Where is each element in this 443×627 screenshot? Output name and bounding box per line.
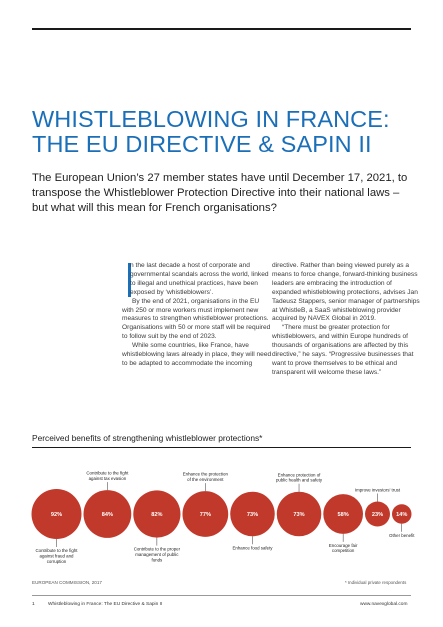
bubble-label-4: Enhance food safety [232, 545, 273, 551]
column1-paragraph-2: By the end of 2021, organisations in the EU with 250 or more workers must implement new measures to strengthen whistleblower protections. Organisations with 50 or more staff will be required to follow suit by the end of 2023. [122, 297, 271, 341]
bubble-label-8: Other benefit [389, 532, 415, 538]
bubble-value-5: 73% [293, 512, 305, 518]
column1-paragraph-1: n the last decade a host of corporate and governmental scandals across the world, linked to illegal and unethical practices, have been exposed by ‘whistleblowers’. [130, 262, 269, 296]
bubble-value-2: 82% [151, 512, 163, 518]
title-line-2: THE EU DIRECTIVE & SAPIN II [32, 131, 372, 157]
bubble-label-5: Enhance protection of public health and safety [275, 472, 323, 483]
top-rule [32, 28, 411, 30]
column2-paragraph-1: directive. Rather than being viewed purely as a means to force change, forward-thinking business leaders are embracing the introduction of expanded whistleblowing protections, advises Jan Tadeusz Stappers, senior manager of partnerships at WhistleB, a SaaS whistleblowing provider acquired by NAVEX Global in 2019. [272, 262, 420, 323]
benefits-bubble-chart [0, 448, 443, 578]
title-line-1: WHISTLEBLOWING IN FRANCE: [32, 106, 390, 132]
chart-title: Perceived benefits of strengthening whistleblower protections* [32, 433, 263, 443]
chart-source: EUROPEAN COMMISSION, 2017 [32, 580, 102, 585]
bubble-label-7: Improve investors’ trust [354, 487, 401, 493]
bubble-value-0: 92% [50, 512, 63, 518]
bubble-label-0: Contribute to the fight against fraud and corruption [35, 548, 78, 564]
page-number: 1 [32, 602, 35, 607]
bubble-value-3: 77% [199, 512, 211, 518]
bubble-value-8: 14% [396, 512, 408, 518]
bubble-value-7: 23% [371, 512, 384, 518]
bubble-value-4: 73% [246, 512, 259, 518]
footer-rule [32, 595, 411, 596]
bubble-value-6: 58% [337, 512, 349, 518]
bubble-value-1: 84% [101, 512, 113, 518]
chart-footnote: * Individual private respondents [345, 580, 407, 585]
intro-paragraph: The European Union’s 27 member states have until December 17, 2021, to transpose the Whistleblower Protection Directive into their national laws – but what will this mean for French organisations? [32, 172, 408, 214]
bubble-label-1: Contribute to the fight against tax evasion [86, 470, 129, 482]
bubble-label-2: Contribute to the proper management of public funds [133, 546, 181, 563]
bubble-label-6: Encourage fair competition [328, 542, 358, 554]
article-column-1 [122, 262, 272, 369]
column2-paragraph-2: “There must be greater protection for whistleblowers, and within Europe hundreds of thousands of organisations are affected by this directive,” he says. “Progressive businesses that want to prove themselves to be ethical and transparent will welcome these laws.” [272, 324, 414, 376]
article-column-2 [272, 262, 422, 378]
column1-paragraph-3: While some countries, like France, have whistleblowing laws already in place, they will need to be adapted to accommodate the incoming [122, 342, 272, 367]
page-title [32, 107, 422, 157]
bubble-label-3: Enhance the protection of the environment [182, 471, 228, 483]
website-link: www.navexglobal.com [360, 602, 408, 607]
running-title: Whistleblowing in France: The EU Directive & Sapin II [48, 602, 163, 607]
